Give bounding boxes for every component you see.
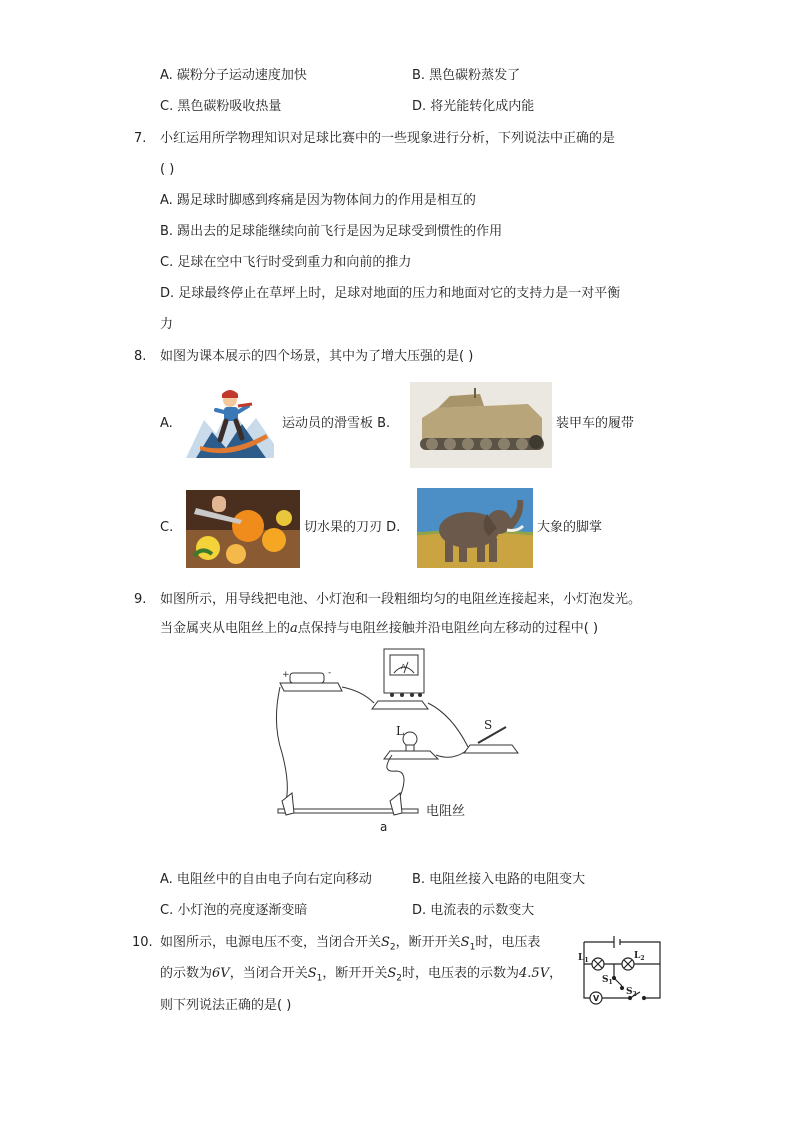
q8-stem: 如图为课本展示的四个场景，其中为了增大压强的是( ) — [160, 349, 474, 364]
fruit-knife-image — [186, 490, 300, 568]
q6-option-b: B. 黑色碳粉蒸发了 — [412, 68, 521, 83]
svg-text:L1: $L_1$ — [578, 953, 589, 964]
q9-stem-line1: 如图所示，用导线把电池、小灯泡和一段粗细均匀的电阻丝连接起来，小灯泡发光。 — [160, 592, 642, 607]
q7-option-d-line1: D. 足球最终停止在草坪上时，足球对地面的压力和地面对它的支持力是一对平衡 — [160, 286, 621, 301]
q8-option-a-text: 运动员的滑雪板 B. — [282, 416, 391, 431]
q7-option-b: B. 踢出去的足球能继续向前飞行是因为足球受到惯性的作用 — [160, 224, 503, 239]
q6-option-a: A. 碳粉分子运动速度加快 — [160, 68, 307, 83]
q8-option-b-text: 装甲车的履带 — [556, 416, 635, 431]
resistance-wire-label: 电阻丝 — [426, 804, 466, 819]
svg-text:-: - — [328, 668, 332, 678]
q8-option-c-letter: C. — [160, 520, 174, 535]
q8-option-a-letter: A. — [160, 416, 173, 431]
q10-stem-line1: 如图所示，电源电压不变，当闭合开关$S_2$，断开开关$S_1$时，电压表 — [160, 935, 541, 953]
q7-option-c: C. 足球在空中飞行时受到重力和向前的推力 — [160, 255, 412, 270]
ammeter-label: A — [401, 663, 406, 671]
svg-text:S1: $S_1$ — [602, 975, 613, 986]
point-a-label: a — [380, 820, 388, 834]
q9-stem-line2: 当金属夹从电阻丝上的a点保持与电阻丝接触并沿电阻丝向左移动的过程中( ) — [160, 621, 599, 636]
switch-s1-label: S — [602, 975, 609, 985]
q7-number: 7. — [134, 131, 147, 146]
switch-label: S — [484, 718, 493, 732]
q8-number: 8. — [134, 349, 147, 364]
lamp-l1-label: L — [578, 953, 585, 963]
q7-stem-line2: ( ) — [160, 162, 175, 177]
q10-circuit-diagram — [574, 934, 670, 1006]
skier-image — [186, 384, 274, 458]
q9-option-b: B. 电阻丝接入电路的电阻变大 — [412, 872, 586, 887]
elephant-image — [417, 488, 533, 568]
q7-option-d-line2: 力 — [160, 317, 174, 332]
q7-stem-line1: 小红运用所学物理知识对足球比赛中的一些现象进行分析，下列说法中正确的是 — [160, 131, 616, 146]
q9-option-a: A. 电阻丝中的自由电子向右定向移动 — [160, 872, 372, 887]
armored-vehicle-image — [410, 382, 552, 468]
switch-s2-label: S — [626, 987, 633, 997]
q10-number: 10. — [132, 935, 153, 950]
q10-stem-line2: 的示数为6V，当闭合开关$S_1$，断开开关$S_2$时，电压表的示数为4.5V， — [160, 966, 563, 984]
q9-option-d: D. 电流表的示数变大 — [412, 903, 535, 918]
q7-option-a: A. 踢足球时脚感到疼痛是因为物体间力的作用是相互的 — [160, 193, 476, 208]
q8-option-d-text: 大象的脚掌 — [537, 520, 603, 535]
lamp-l2-label: L — [634, 951, 641, 961]
voltmeter-label: V — [593, 994, 600, 1003]
q9-option-c: C. 小灯泡的亮度逐渐变暗 — [160, 903, 308, 918]
q6-option-c: C. 黑色碳粉吸收热量 — [160, 99, 282, 114]
q9-circuit-diagram — [272, 643, 532, 835]
svg-text:S2: $S_2$ — [626, 987, 637, 998]
q9-number: 9. — [134, 592, 147, 607]
q8-option-c-text: 切水果的刀刃 D. — [304, 520, 401, 535]
q6-option-d: D. 将光能转化成内能 — [412, 99, 535, 114]
svg-text:+: + — [282, 670, 290, 680]
q10-stem-line3: 则下列说法正确的是( ) — [160, 998, 292, 1013]
lamp-label: L — [396, 724, 404, 738]
svg-text:L2: $L_2$ — [634, 951, 645, 962]
